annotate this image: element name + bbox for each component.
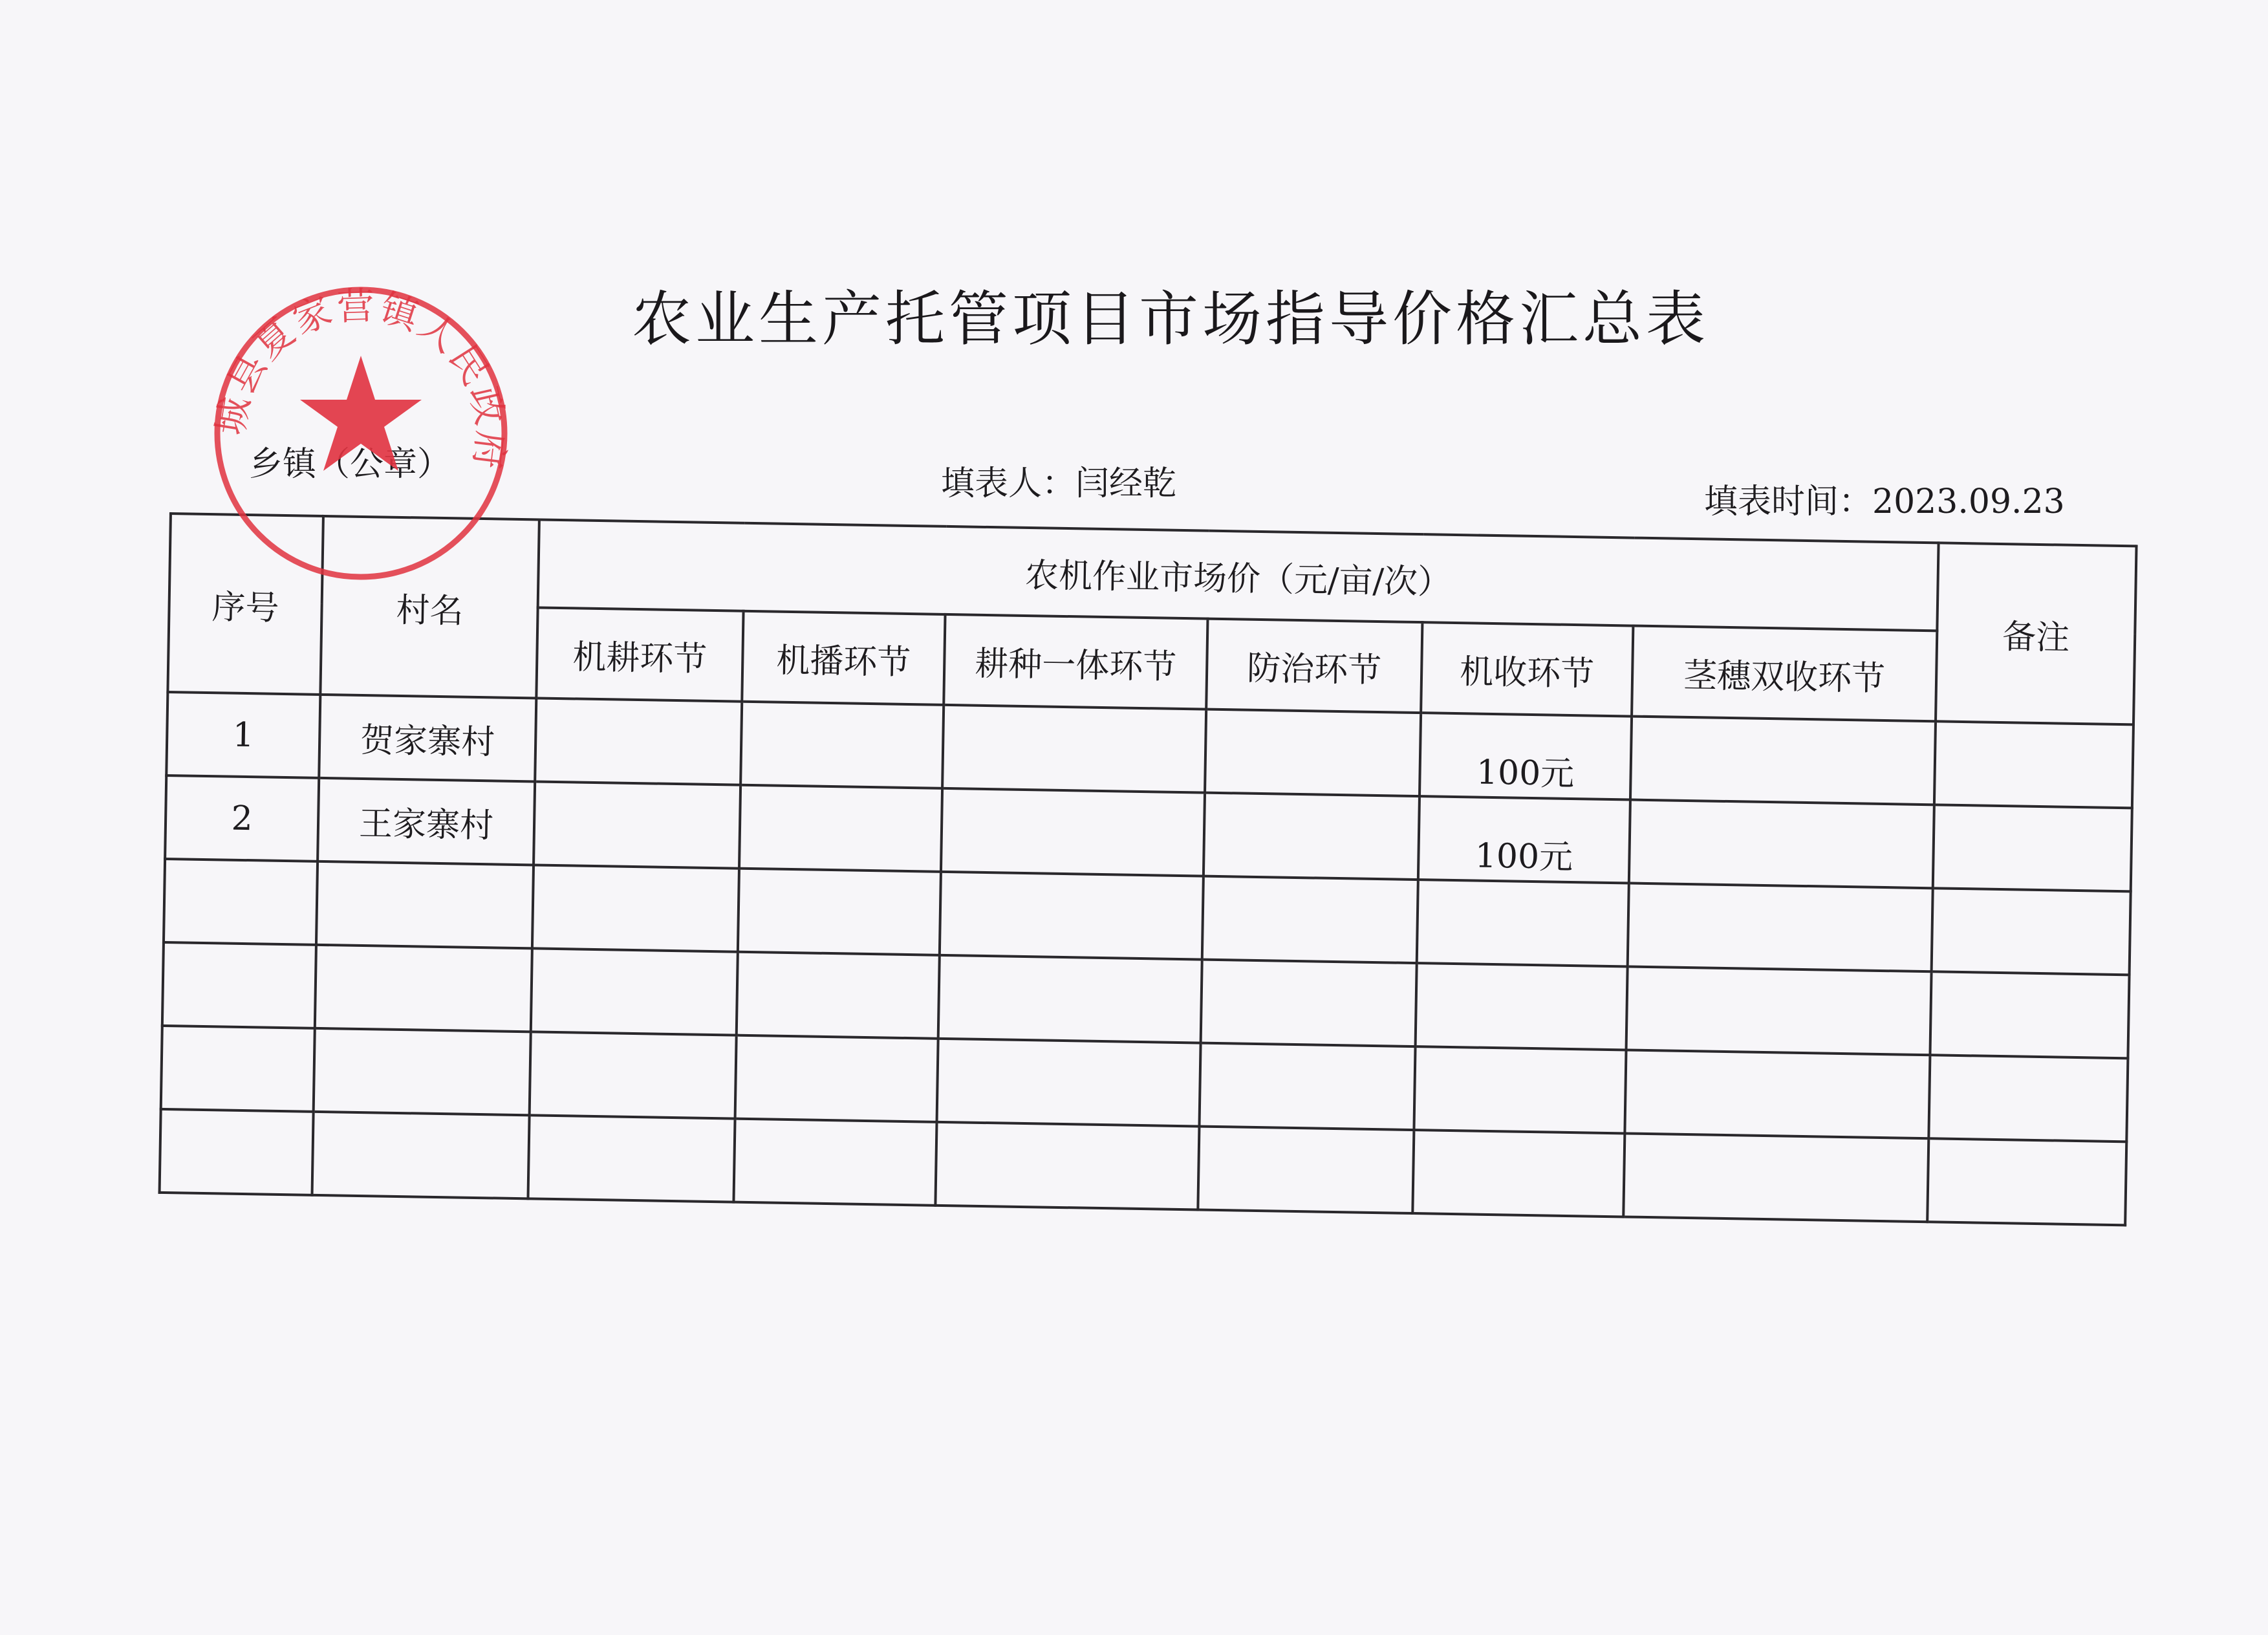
cell-note	[1928, 1055, 2128, 1142]
cell-plow-sow	[942, 705, 1206, 793]
seal-star-icon	[300, 356, 422, 471]
cell-stalk-ear	[1626, 966, 1932, 1055]
cell-sowing	[738, 869, 941, 955]
cell-sowing	[737, 952, 940, 1039]
cell-plowing	[534, 781, 740, 868]
header-stalk-ear: 茎穗双收环节	[1632, 626, 1937, 722]
filler-label: 填表人：	[941, 464, 1076, 503]
header-sowing: 机播环节	[742, 611, 945, 705]
cell-stalk-ear	[1630, 717, 1936, 805]
cell-protection	[1204, 793, 1420, 880]
cell-harvest	[1414, 1046, 1626, 1133]
header-village: 村名	[320, 516, 539, 698]
header-harvest: 机收环节	[1421, 622, 1633, 716]
cell-plow-sow	[940, 872, 1204, 960]
cell-protection	[1198, 1127, 1414, 1213]
cell-plowing	[528, 1115, 735, 1202]
cell-note	[1927, 1138, 2126, 1225]
header-plow-sow: 耕种一体环节	[944, 614, 1207, 709]
cell-stalk-ear	[1623, 1133, 1928, 1222]
cell-seq: 2	[165, 775, 319, 861]
header-seq: 序号	[167, 514, 323, 695]
official-seal-stamp	[206, 278, 516, 589]
cell-harvest: 100元	[1418, 796, 1630, 883]
town-seal-label: 乡镇（公章）	[249, 445, 451, 484]
header-plowing: 机耕环节	[536, 607, 743, 701]
cell-village	[316, 861, 534, 949]
cell-note	[1930, 971, 2129, 1058]
filler-name: 闫经乾	[1075, 464, 1177, 503]
cell-sowing	[735, 1035, 938, 1122]
cell-plowing	[530, 1032, 737, 1118]
cell-village	[314, 1028, 531, 1116]
cell-plow-sow	[941, 788, 1205, 876]
cell-stalk-ear	[1628, 883, 1933, 971]
date-line	[1704, 474, 2065, 523]
cell-plow-sow	[937, 1039, 1201, 1127]
header-protection: 防治环节	[1206, 619, 1422, 713]
cell-sowing	[740, 702, 944, 788]
cell-protection	[1205, 709, 1421, 796]
cell-protection	[1202, 876, 1418, 963]
cell-seq	[161, 1026, 315, 1112]
cell-sowing	[733, 1119, 936, 1206]
cell-note	[1933, 805, 2132, 891]
cell-sowing	[739, 785, 942, 872]
cell-seq	[162, 942, 316, 1028]
price-table-container	[158, 512, 2138, 1226]
cell-village: 王家寨村	[318, 778, 535, 865]
cell-plowing	[531, 948, 738, 1035]
date-value: 2023.09.23	[1872, 482, 2065, 521]
cell-note	[1932, 888, 2131, 975]
cell-stalk-ear	[1625, 1050, 1930, 1138]
cell-seq	[160, 1109, 314, 1195]
cell-protection	[1199, 1043, 1415, 1130]
cell-harvest: 100元	[1420, 713, 1632, 799]
price-table	[158, 512, 2138, 1226]
filler-line	[941, 456, 1176, 504]
document-title: 农业生产托管项目市场指导价格汇总表	[631, 285, 1709, 354]
cell-plow-sow	[938, 955, 1202, 1043]
date-label: 填表时间：	[1704, 482, 1873, 521]
cell-seq	[164, 859, 318, 945]
cell-village	[315, 945, 532, 1032]
cell-harvest	[1412, 1130, 1625, 1217]
cell-note	[1934, 721, 2133, 808]
svg-text:城县夏家营镇人民政府: 城县夏家营镇人民政府	[208, 283, 514, 474]
cell-plow-sow	[935, 1122, 1199, 1210]
cell-protection	[1201, 960, 1417, 1046]
cell-plowing	[535, 698, 742, 785]
cell-seq: 1	[166, 692, 320, 778]
cell-village	[312, 1112, 530, 1199]
header-note: 备注	[1936, 543, 2137, 724]
cell-harvest	[1417, 880, 1629, 966]
cell-harvest	[1416, 963, 1628, 1050]
cell-village: 贺家寨村	[319, 695, 536, 782]
cell-stalk-ear	[1629, 800, 1934, 889]
cell-plowing	[532, 865, 739, 951]
header-price-group: 农机作业市场价（元/亩/次）	[538, 519, 1939, 631]
